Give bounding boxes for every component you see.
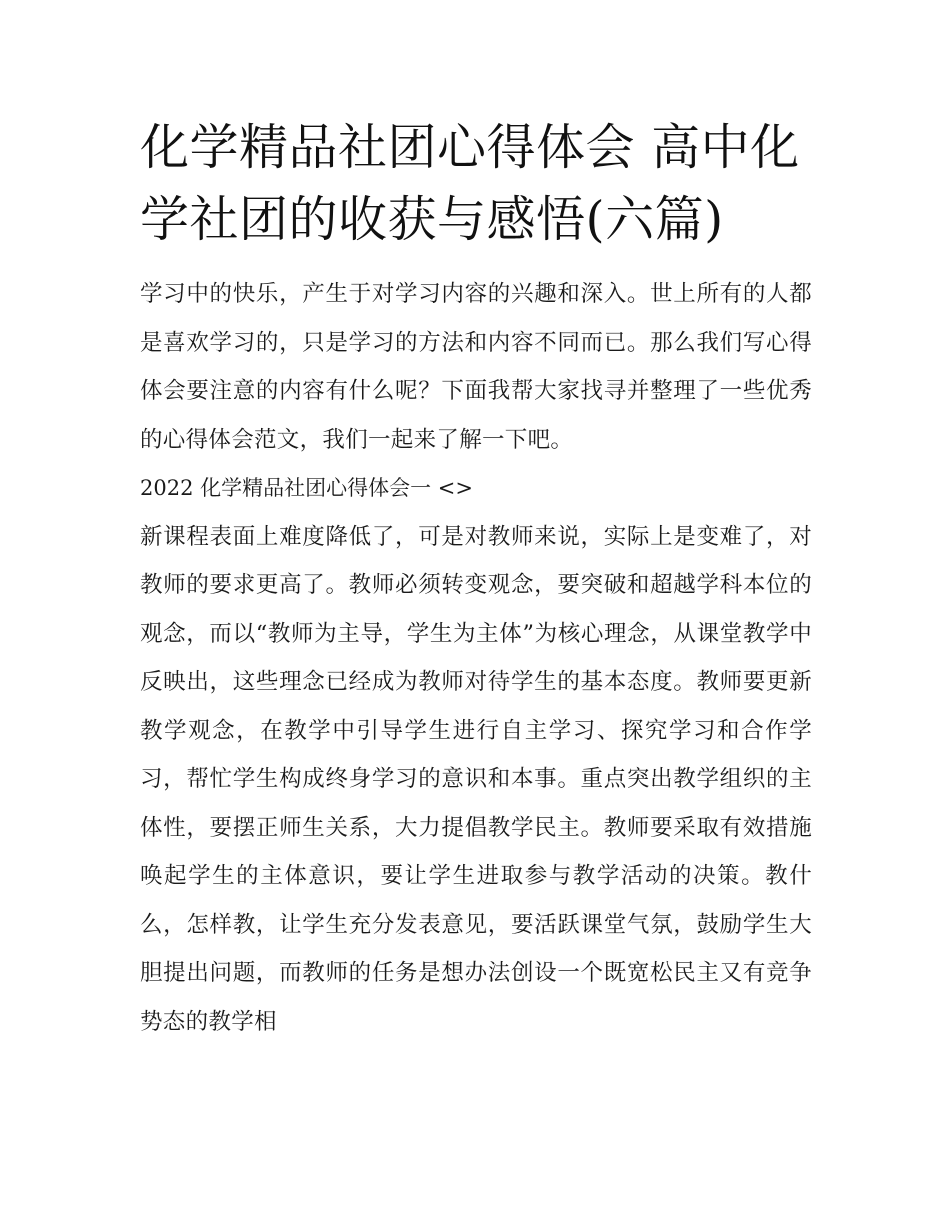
document-content (140, 112, 812, 1046)
document-title: 化学精品社团心得体会 高中化学社团的收获与感悟(六篇) (140, 119, 800, 248)
section-heading: 2022 化学精品社团心得体会一 <> (140, 476, 473, 500)
body-paragraph: 新课程表面上难度降低了，可是对教师来说，实际上是变难了，对教师的要求更高了。教师必须转变观念，要突破和超越学科本位的观念，而以“教师为主导，学生为主体”为核心理念，从课堂教学中反映出，这些理念已经成为教师对待学生的基本态度。教师要更新教学观念，在教学中引导学生进行自主学习、探究学习和合作学习，帮忙学生构成终身学习的意识和本事。重点突出教学组织的主体性，要摆正师生关系，大力提倡教学民主。教师要采取有效措施唤起学生的主体意识，要让学生进取参与教学活动的决策。教什么，怎样教，让学生充分发表意见，要活跃课堂气氛，鼓励学生大胆提出问题，而教师的任务是想办法创设一个既宽松民主又有竞争势态的教学相 (140, 523, 812, 1035)
intro-paragraph: 学习中的快乐，产生于对学习内容的兴趣和深入。世上所有的人都是喜欢学习的，只是学习的方法和内容不同而已。那么我们写心得体会要注意的内容有什么呢？下面我帮大家找寻并整理了一些优秀的心得体会范文，我们一起来了解一下吧。 (140, 281, 812, 453)
